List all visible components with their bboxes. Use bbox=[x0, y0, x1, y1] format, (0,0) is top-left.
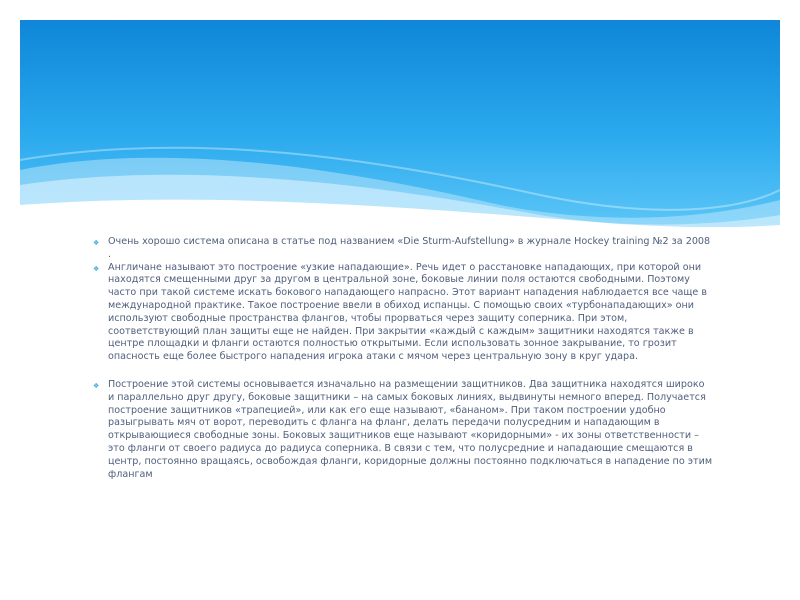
header-wave-banner bbox=[20, 20, 780, 227]
wave-graphic bbox=[20, 20, 780, 227]
paragraph-1 bbox=[93, 236, 713, 262]
slide-body bbox=[93, 236, 713, 481]
paragraph-3-text: Построение этой системы основывается изначально на размещении защитников. Два защитника находятся широко и параллельно друг другу, боковые защитники – на самых боковых линиях, выдвинуты немного вперед. Получается построение защитников «трапецией», или как его еще называют, «бананом». При таком построении удобно разыгрывать мяч от ворот, переводить с фланга на фланг, делать передачи полусредним и нападающим в открывающиеся свободные зоны. Боковых защитников еще называют «коридорными» - их зоны ответственности – это фланги от своего радиуса до радиуса соперника. В связи с тем, что полусредние и нападающие смещаются в центр, постоянно вращаясь, освобождая фланги, коридорные должны постоянно подключаться в нападение по этим флангам bbox=[108, 378, 713, 480]
paragraph-1-text: Очень хорошо система описана в статье под названием «Die Sturm-Aufstellung» в журнале Hockey training №2 за 2008 . bbox=[108, 236, 711, 260]
paragraph-3 bbox=[93, 379, 713, 481]
bullet-icon: ❖ bbox=[93, 239, 100, 247]
bullet-icon: ❖ bbox=[93, 381, 100, 390]
paragraph-2-text: Англичане называют это построение «узкие нападающие». Речь идет о расстановке нападающих, при которой они находятся смещенными друг за другом в центральной зоне, боковые линии поля остаются свободными. Поэтому часто при такой системе искать бокового нападающего напрасно. Этот вариант нападения наблюдается все чаще в международной практике. Такое построение ввели в обиход испанцы. С помощью своих «турбонападающих» они используют свободные пространства флангов, чтобы прорваться через защиту соперника. При этом, соответствующий план защиты еще не найден. При закрытии «каждый с каждым» защитники находятся также в центре площадки и фланги остаются полностью открытыми. Если использовать зонное закрывание, то грозит опасность еще более быстрого нападения игрока атаки с мячом через центральную зону в круг удара. bbox=[108, 261, 708, 363]
paragraph-2 bbox=[93, 262, 713, 364]
bullet-icon: ❖ bbox=[93, 264, 100, 273]
